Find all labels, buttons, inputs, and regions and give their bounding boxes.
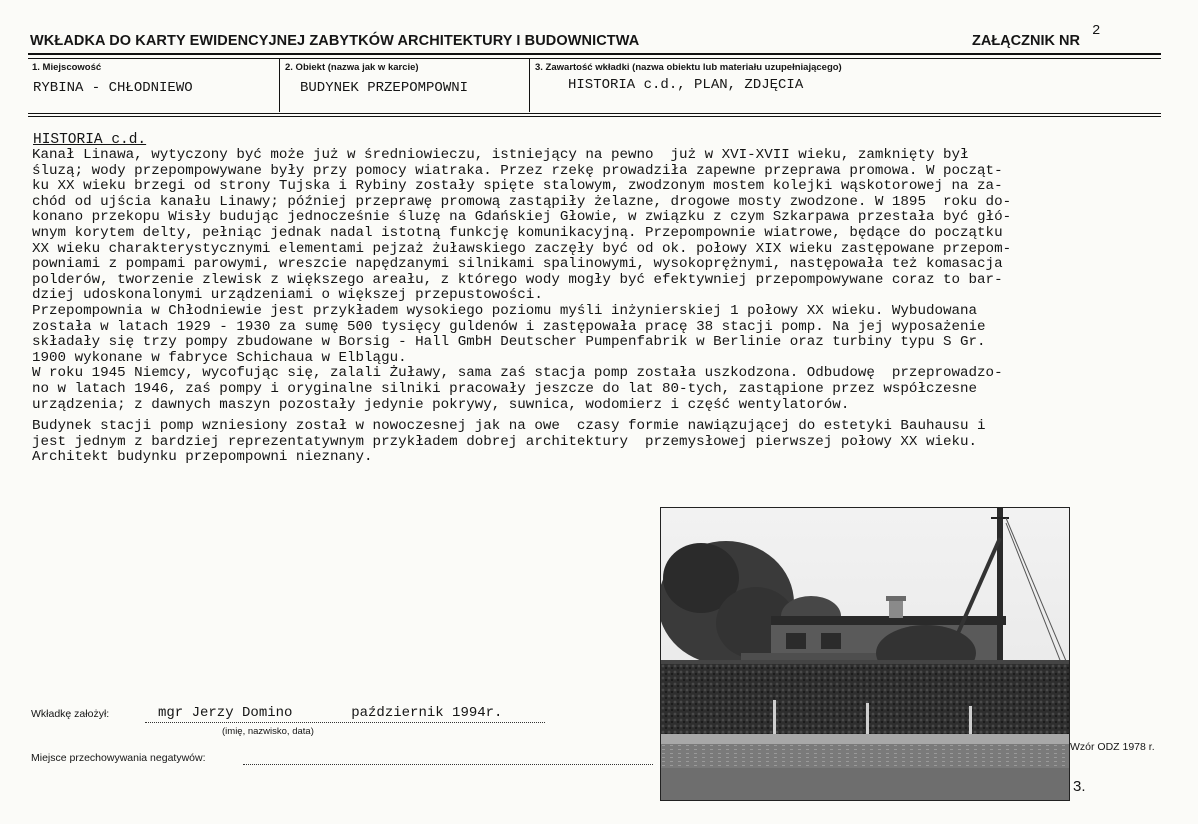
- history-line: Budynek stacji pomp wzniesiony został w nowoczesnej jak na owe czasy formie nawiązującej do estetyki Bauhausu i: [32, 418, 986, 435]
- history-line: powniami z pompami parowymi, wreszcie napędzanymi silnikami spalinowymi, wysokoprężnymi, następowała też komasacja: [32, 256, 1003, 273]
- history-line: XX wieku charakterystycznymi elementami pejzaż żuławskiego zaczęły być od ok. połowy XIX wieku zastępowane przepom-: [32, 240, 1012, 257]
- history-line: wnym korytem delty, pełniąc jednak nadal istotną funkcję komunikacyjną. Przepompownie wiatrowe, będące do początku: [32, 224, 1003, 241]
- fields-rule-2: [28, 116, 1161, 117]
- history-line: dziej udoskonalonymi urządzeniami o większej przepustowości.: [32, 287, 543, 304]
- history-line: 1900 wykonane w fabryce Schichaua w Elblągu.: [32, 349, 407, 366]
- form-version: Wzór ODZ 1978 r.: [1070, 741, 1155, 753]
- fields-rule: [28, 113, 1161, 114]
- history-line: śluzą; wody przepompowywane były przy pomocy wiatraka. Przez rzekę prowadziła zapewne przeprawa promowa. W począt-: [32, 162, 1003, 179]
- annex-number: 2: [1092, 23, 1101, 39]
- created-by-line: [145, 722, 545, 723]
- header-rule-thin: [28, 58, 1161, 59]
- history-line: no w latach 1946, zaś pompy i oryginalne silniki pracowały jeszcze do lat 80-tych, zastąpione przez współczesne: [32, 380, 978, 397]
- history-line: składały się trzy pompy zbudowane w Borsig - Hall GmbH Deutscher Pumpenfabrik w Berlinie oraz turbiny typu S Gr.: [32, 334, 986, 351]
- history-line: urządzenia; z dawnych maszyn pozostały jedynie pokrywy, suwnica, wodomierz i część wentylatorów.: [32, 396, 850, 413]
- section-title: HISTORIA c.d.: [33, 132, 147, 148]
- history-line: Kanał Linawa, wytyczony być może już w średniowieczu, istniejący na pewno już w XVI-XVII wieku, zamknięty był: [32, 147, 969, 163]
- history-line: Przepompownia w Chłodniewie jest przykładem wysokiego poziomu myśli inżynierskiej 1 połowy XX wieku. Wybudowana: [32, 302, 978, 319]
- created-by-value: mgr Jerzy Domino październik 1994r.: [158, 705, 503, 721]
- header-rule: [28, 53, 1161, 55]
- annex-label: ZAŁĄCZNIK NR: [972, 33, 1080, 49]
- created-by-label: Wkładkę założył:: [31, 708, 110, 720]
- field-value-object: BUDYNEK PRZEPOMPOWNI: [300, 80, 469, 96]
- field-label-contents: 3. Zawartość wkładki (nazwa obiektu lub materiału uzupełniającego): [535, 62, 842, 73]
- history-line: Architekt budynku przepompowni nieznany.: [32, 449, 373, 466]
- history-line: została w latach 1929 - 1930 za sumę 500 tysięcy guldenów i zastępowała pracę 38 stacji pomp. Na jej wyposażenie: [32, 318, 986, 335]
- field-divider-1: [279, 59, 280, 112]
- created-by-hint: (imię, nazwisko, data): [222, 726, 314, 737]
- negatives-storage-label: Miejsce przechowywania negatywów:: [31, 752, 206, 764]
- history-line: konano przekopu Wisły budując jednocześnie śluzę na Gdańskiej Głowie, w związku z czym Szkarpawa przestała być głó-: [32, 209, 1012, 226]
- building-photo: [660, 507, 1070, 801]
- field-divider-2: [529, 59, 530, 112]
- field-value-contents: HISTORIA c.d., PLAN, ZDJĘCIA: [568, 77, 804, 93]
- history-line: polderów, tworzenie zlewisk z większego areału, z którego wody mogły być efektywniej przepompowywane coraz to bar-: [32, 271, 1003, 288]
- form-title: WKŁADKA DO KARTY EWIDENCYJNEJ ZABYTKÓW ARCHITEKTURY I BUDOWNICTWA: [30, 33, 640, 49]
- negatives-storage-line: [243, 764, 653, 765]
- history-line: chód od ujścia kanału Linawy; później przeprawę promową zastąpiły żelazne, drogowe mosty zwodzone. W 1895 roku do-: [32, 193, 1012, 210]
- history-line: jest jednym z bardziej reprezentatywnym przykładem dobrej architektury przemysłowej pierwszej połowy XX wieku.: [32, 433, 978, 450]
- history-text: [32, 148, 1152, 466]
- field-label-object: 2. Obiekt (nazwa jak w karcie): [285, 62, 419, 73]
- field-label-location: 1. Miejscowość: [32, 62, 102, 73]
- photo-number: 3.: [1073, 778, 1086, 795]
- history-line: ku XX wieku brzegi od strony Tujska i Rybiny zostały spięte stalowym, zwodzonym mostem kolejki wąskotorowej na za-: [32, 178, 1003, 195]
- field-value-location: RYBINA - CHŁODNIEWO: [33, 80, 193, 96]
- history-line: W roku 1945 Niemcy, wycofując się, zalali Żuławy, sama zaś stacja pomp została uszkodzona. Odbudowę przeprowadzo-: [32, 365, 1003, 382]
